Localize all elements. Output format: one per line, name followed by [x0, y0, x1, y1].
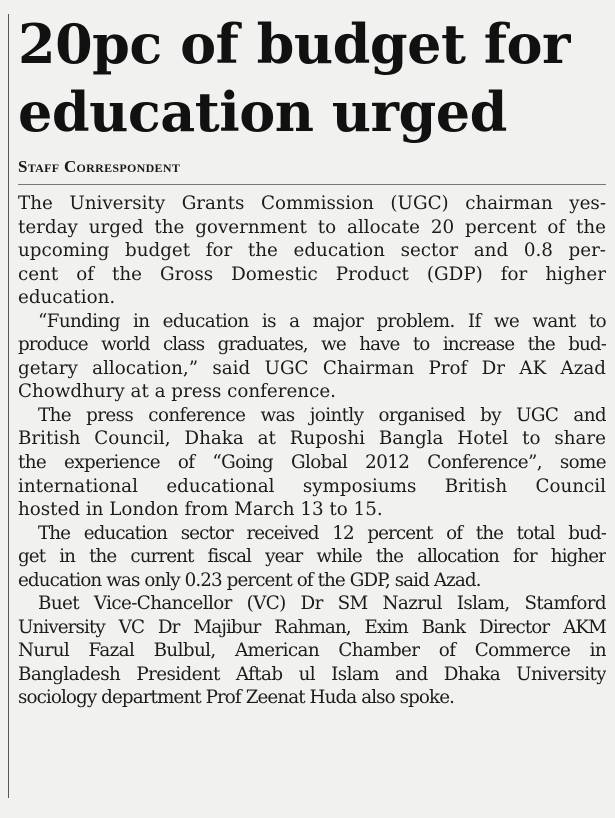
body-line: Bangladesh President Aftab ul Islam and Dhaka University: [18, 663, 606, 685]
body-line: British Council, Dhaka at Ruposhi Bangla Hotel to share: [18, 428, 606, 450]
article-body: [18, 192, 606, 710]
body-line: international educational symposiums British Council: [18, 475, 606, 497]
body-line: The University Grants Commission (UGC) chairman yes-: [18, 193, 606, 214]
byline: Staff Correspondent: [18, 157, 181, 176]
body-line: get in the current fiscal year while the allocation for higher: [18, 546, 606, 568]
body-line: cent of the Gross Domestic Product (GDP) for higher: [18, 263, 606, 285]
body-line: produce world class graduates, we have to increase the bud-: [18, 334, 606, 356]
body-line: education was only 0.23 percent of the GDP, said Azad.: [18, 569, 481, 591]
body-line: Buet Vice-Chancellor (VC) Dr SM Nazrul Islam, Stamford: [38, 593, 606, 615]
news-article: [18, 10, 606, 710]
body-line: upcoming budget for the education sector and 0.8 per-: [18, 240, 606, 262]
body-line: the experience of “Going Global 2012 Conference”, some: [18, 452, 606, 474]
body-line: The press conference was jointly organised by UGC and: [38, 404, 606, 426]
body-line: sociology department Prof Zeenat Huda also spoke.: [18, 687, 455, 709]
body-line: “Funding in education is a major problem. If we want to: [38, 310, 606, 332]
body-line: education.: [18, 287, 116, 309]
body-line: Chowdhury at a press conference.: [18, 381, 336, 403]
headline-line-2: education urged: [18, 80, 507, 144]
byline-divider: [18, 184, 606, 185]
headline-line-1: 20pc of budget for: [18, 12, 570, 76]
body-line: getary allocation,” said UGC Chairman Prof Dr AK Azad: [18, 357, 606, 379]
body-line: hosted in London from March 13 to 15.: [18, 499, 383, 521]
headline: [18, 10, 606, 146]
body-line: The education sector received 12 percent of the total bud-: [38, 522, 606, 544]
body-line: Nurul Fazal Bulbul, American Chamber of Commerce in: [18, 640, 606, 662]
column-rule: [8, 14, 9, 798]
body-line: terday urged the government to allocate 20 percent of the: [18, 216, 606, 238]
body-line: University VC Dr Majibur Rahman, Exim Bank Director AKM: [18, 616, 606, 638]
